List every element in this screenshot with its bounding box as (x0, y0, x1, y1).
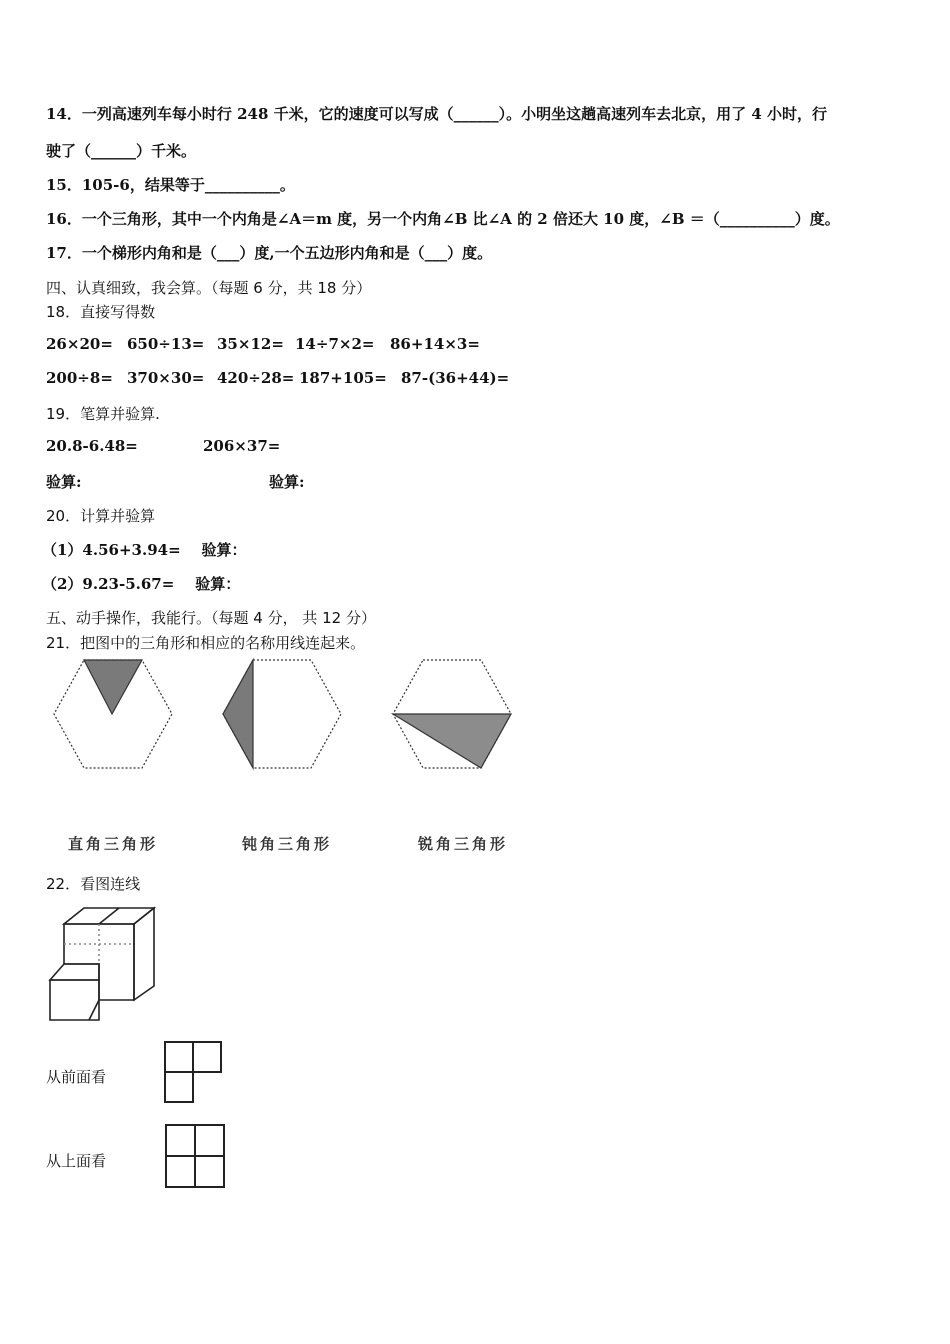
q20-item-1-check: 验算： (201, 541, 247, 559)
q20-item-2-expr: （2）9.23-5.67= (42, 575, 175, 593)
q19-check-1: 验算: (46, 473, 82, 491)
q16: 16．一个三角形，其中一个内角是∠A＝m 度，另一个内角∠B 比∠A 的 2 倍还大 10 度，∠B ＝（__________）度。 (46, 210, 840, 228)
section-4-heading: 四、认真细致，我会算。（每题 6 分，共 18 分） (46, 279, 372, 297)
q20-item-1 (42, 539, 247, 560)
calc-item: 14÷7×2= (295, 335, 375, 353)
label-obtuse-triangle: 钝角三角形 (242, 835, 333, 853)
label-acute-triangle: 锐角三角形 (418, 835, 509, 853)
q15: 15．105-6，结果等于__________。 (46, 176, 295, 194)
q19-expr-2: 206×37= (203, 437, 281, 455)
q18-title: 18．直接写得数 (46, 303, 156, 321)
q22-title: 22．看图连线 (46, 875, 141, 893)
q20-title: 20．计算并验算 (46, 507, 156, 525)
calc-item: 420÷28= (217, 369, 295, 387)
top-view-figure (163, 1122, 229, 1190)
hexagon-figure-3 (387, 656, 517, 772)
q21-title: 21．把图中的三角形和相应的名称用线连起来。 (46, 634, 366, 652)
q20-item-2-check: 验算： (195, 575, 241, 593)
calc-item: 86+14×3= (390, 335, 480, 353)
calc-item: 650÷13= (127, 335, 205, 353)
view-front-label: 从前面看 (46, 1068, 107, 1086)
section-5-heading: 五、动手操作，我能行。（每题 4 分， 共 12 分） (46, 609, 376, 627)
label-right-triangle: 直角三角形 (68, 835, 159, 853)
shaded-triangle (84, 660, 142, 714)
q18-row1 (46, 335, 480, 353)
q14-line2: 驶了（______）千米。 (46, 142, 197, 160)
front-view-figure (163, 1039, 225, 1105)
calc-item: 87-(36+44)= (401, 369, 510, 387)
q17: 17．一个梯形内角和是（___）度,一个五边形内角和是（___）度。 (46, 244, 493, 262)
view-top-label: 从上面看 (46, 1152, 107, 1170)
q19-expr-1: 20.8-6.48= (46, 437, 138, 455)
cube-solid-figure (44, 904, 160, 1024)
calc-item: 26×20= (46, 335, 113, 353)
calc-item: 370×30= (127, 369, 205, 387)
shaded-triangle (223, 660, 253, 768)
q19-title: 19．笔算并验算. (46, 405, 160, 423)
q20-item-1-expr: （1）4.56+3.94= (42, 541, 181, 559)
hexagon-figure-1 (48, 656, 178, 772)
q18-row2 (46, 369, 509, 387)
q14-line1: 14．一列高速列车每小时行 248 千米，它的速度可以写成（______）。小明坐这趟高速列车去北京，用了 4 小时，行 (46, 105, 828, 123)
q20-item-2 (42, 573, 240, 594)
calc-item: 187+105= (299, 369, 387, 387)
calc-item: 200÷8= (46, 369, 113, 387)
q19-check-2: 验算: (269, 473, 305, 491)
calc-item: 35×12= (217, 335, 284, 353)
shaded-triangle (393, 714, 511, 768)
hexagon-figure-2 (217, 656, 347, 772)
